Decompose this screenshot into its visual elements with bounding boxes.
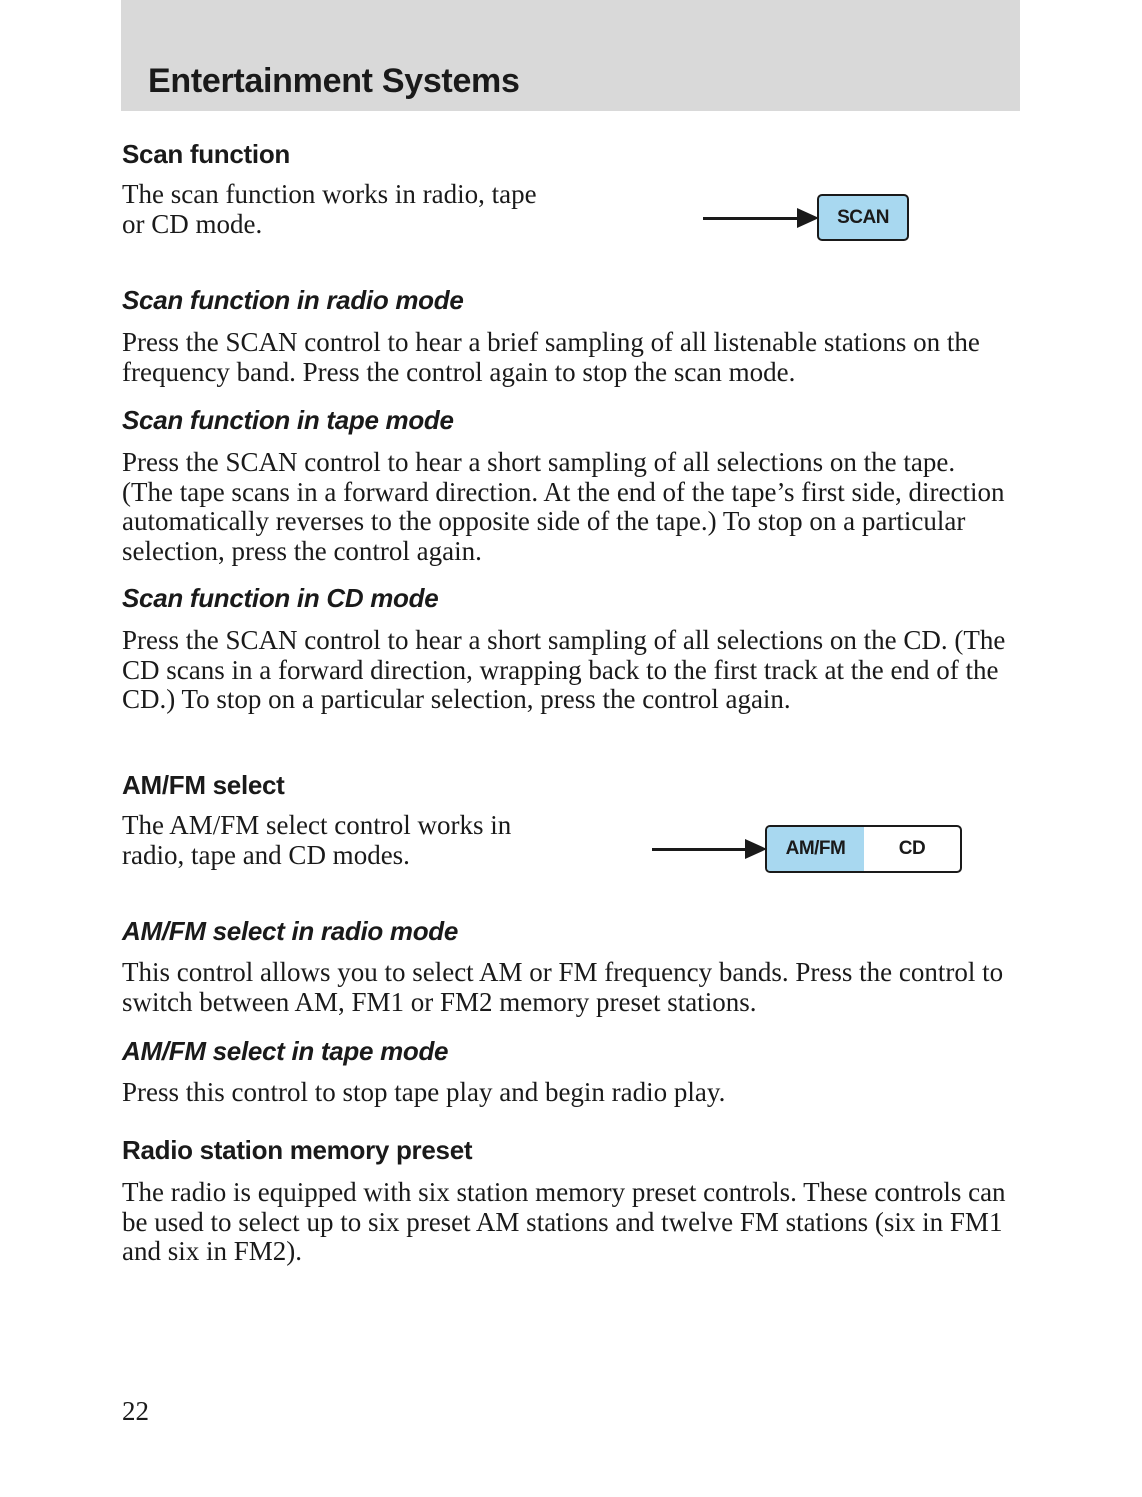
arrow-right-icon bbox=[797, 208, 819, 228]
amfm-cd-control bbox=[765, 825, 962, 873]
amfm-tape-heading: AM/FM select in tape mode bbox=[122, 1036, 449, 1066]
amfm-radio-heading: AM/FM select in radio mode bbox=[122, 916, 459, 946]
scan-button: SCAN bbox=[817, 194, 909, 241]
scan-radio-text: Press the SCAN control to hear a brief sampling of all listenable stations on the frequency band. Press the control again to stop the scan mode. bbox=[122, 327, 980, 387]
scan-radio-heading: Scan function in radio mode bbox=[122, 285, 464, 315]
page-title: Entertainment Systems bbox=[148, 62, 520, 100]
scan-arrow-line bbox=[703, 217, 803, 220]
arrow-right-icon bbox=[745, 839, 767, 859]
memory-preset-heading: Radio station memory preset bbox=[122, 1135, 473, 1165]
amfm-select-heading: AM/FM select bbox=[122, 770, 285, 800]
page-number: 22 bbox=[122, 1396, 149, 1426]
scan-tape-text: Press the SCAN control to hear a short sampling of all selections on the tape. (The tape scans in a forward direction. At the end of the tape’s first side, direction automatically reverses to the opposite side of the tape.) To stop on a particular selection, press the control again. bbox=[122, 447, 1005, 566]
scan-cd-text: Press the SCAN control to hear a short sampling of all selections on the CD. (The CD scans in a forward direction, wrapping back to the first track at the end of the CD.) To stop on a particular selection, press the control again. bbox=[122, 625, 1006, 714]
memory-preset-text: The radio is equipped with six station memory preset controls. These controls can be used to select up to six preset AM stations and twelve FM stations (six in FM1 and six in FM2). bbox=[122, 1177, 1006, 1266]
scan-tape-heading: Scan function in tape mode bbox=[122, 405, 454, 435]
amfm-button: AM/FM bbox=[767, 827, 864, 871]
scan-function-text: The scan function works in radio, tape or CD mode. bbox=[122, 179, 537, 239]
amfm-tape-text: Press this control to stop tape play and begin radio play. bbox=[122, 1077, 726, 1107]
scan-function-heading: Scan function bbox=[122, 139, 290, 169]
cd-button: CD bbox=[898, 838, 926, 859]
scan-cd-heading: Scan function in CD mode bbox=[122, 583, 439, 613]
amfm-arrow-line bbox=[652, 848, 752, 851]
amfm-radio-text: This control allows you to select AM or FM frequency bands. Press the control to switch between AM, FM1 or FM2 memory preset stations. bbox=[122, 957, 1004, 1017]
amfm-select-text: The AM/FM select control works in radio, tape and CD modes. bbox=[122, 810, 512, 870]
